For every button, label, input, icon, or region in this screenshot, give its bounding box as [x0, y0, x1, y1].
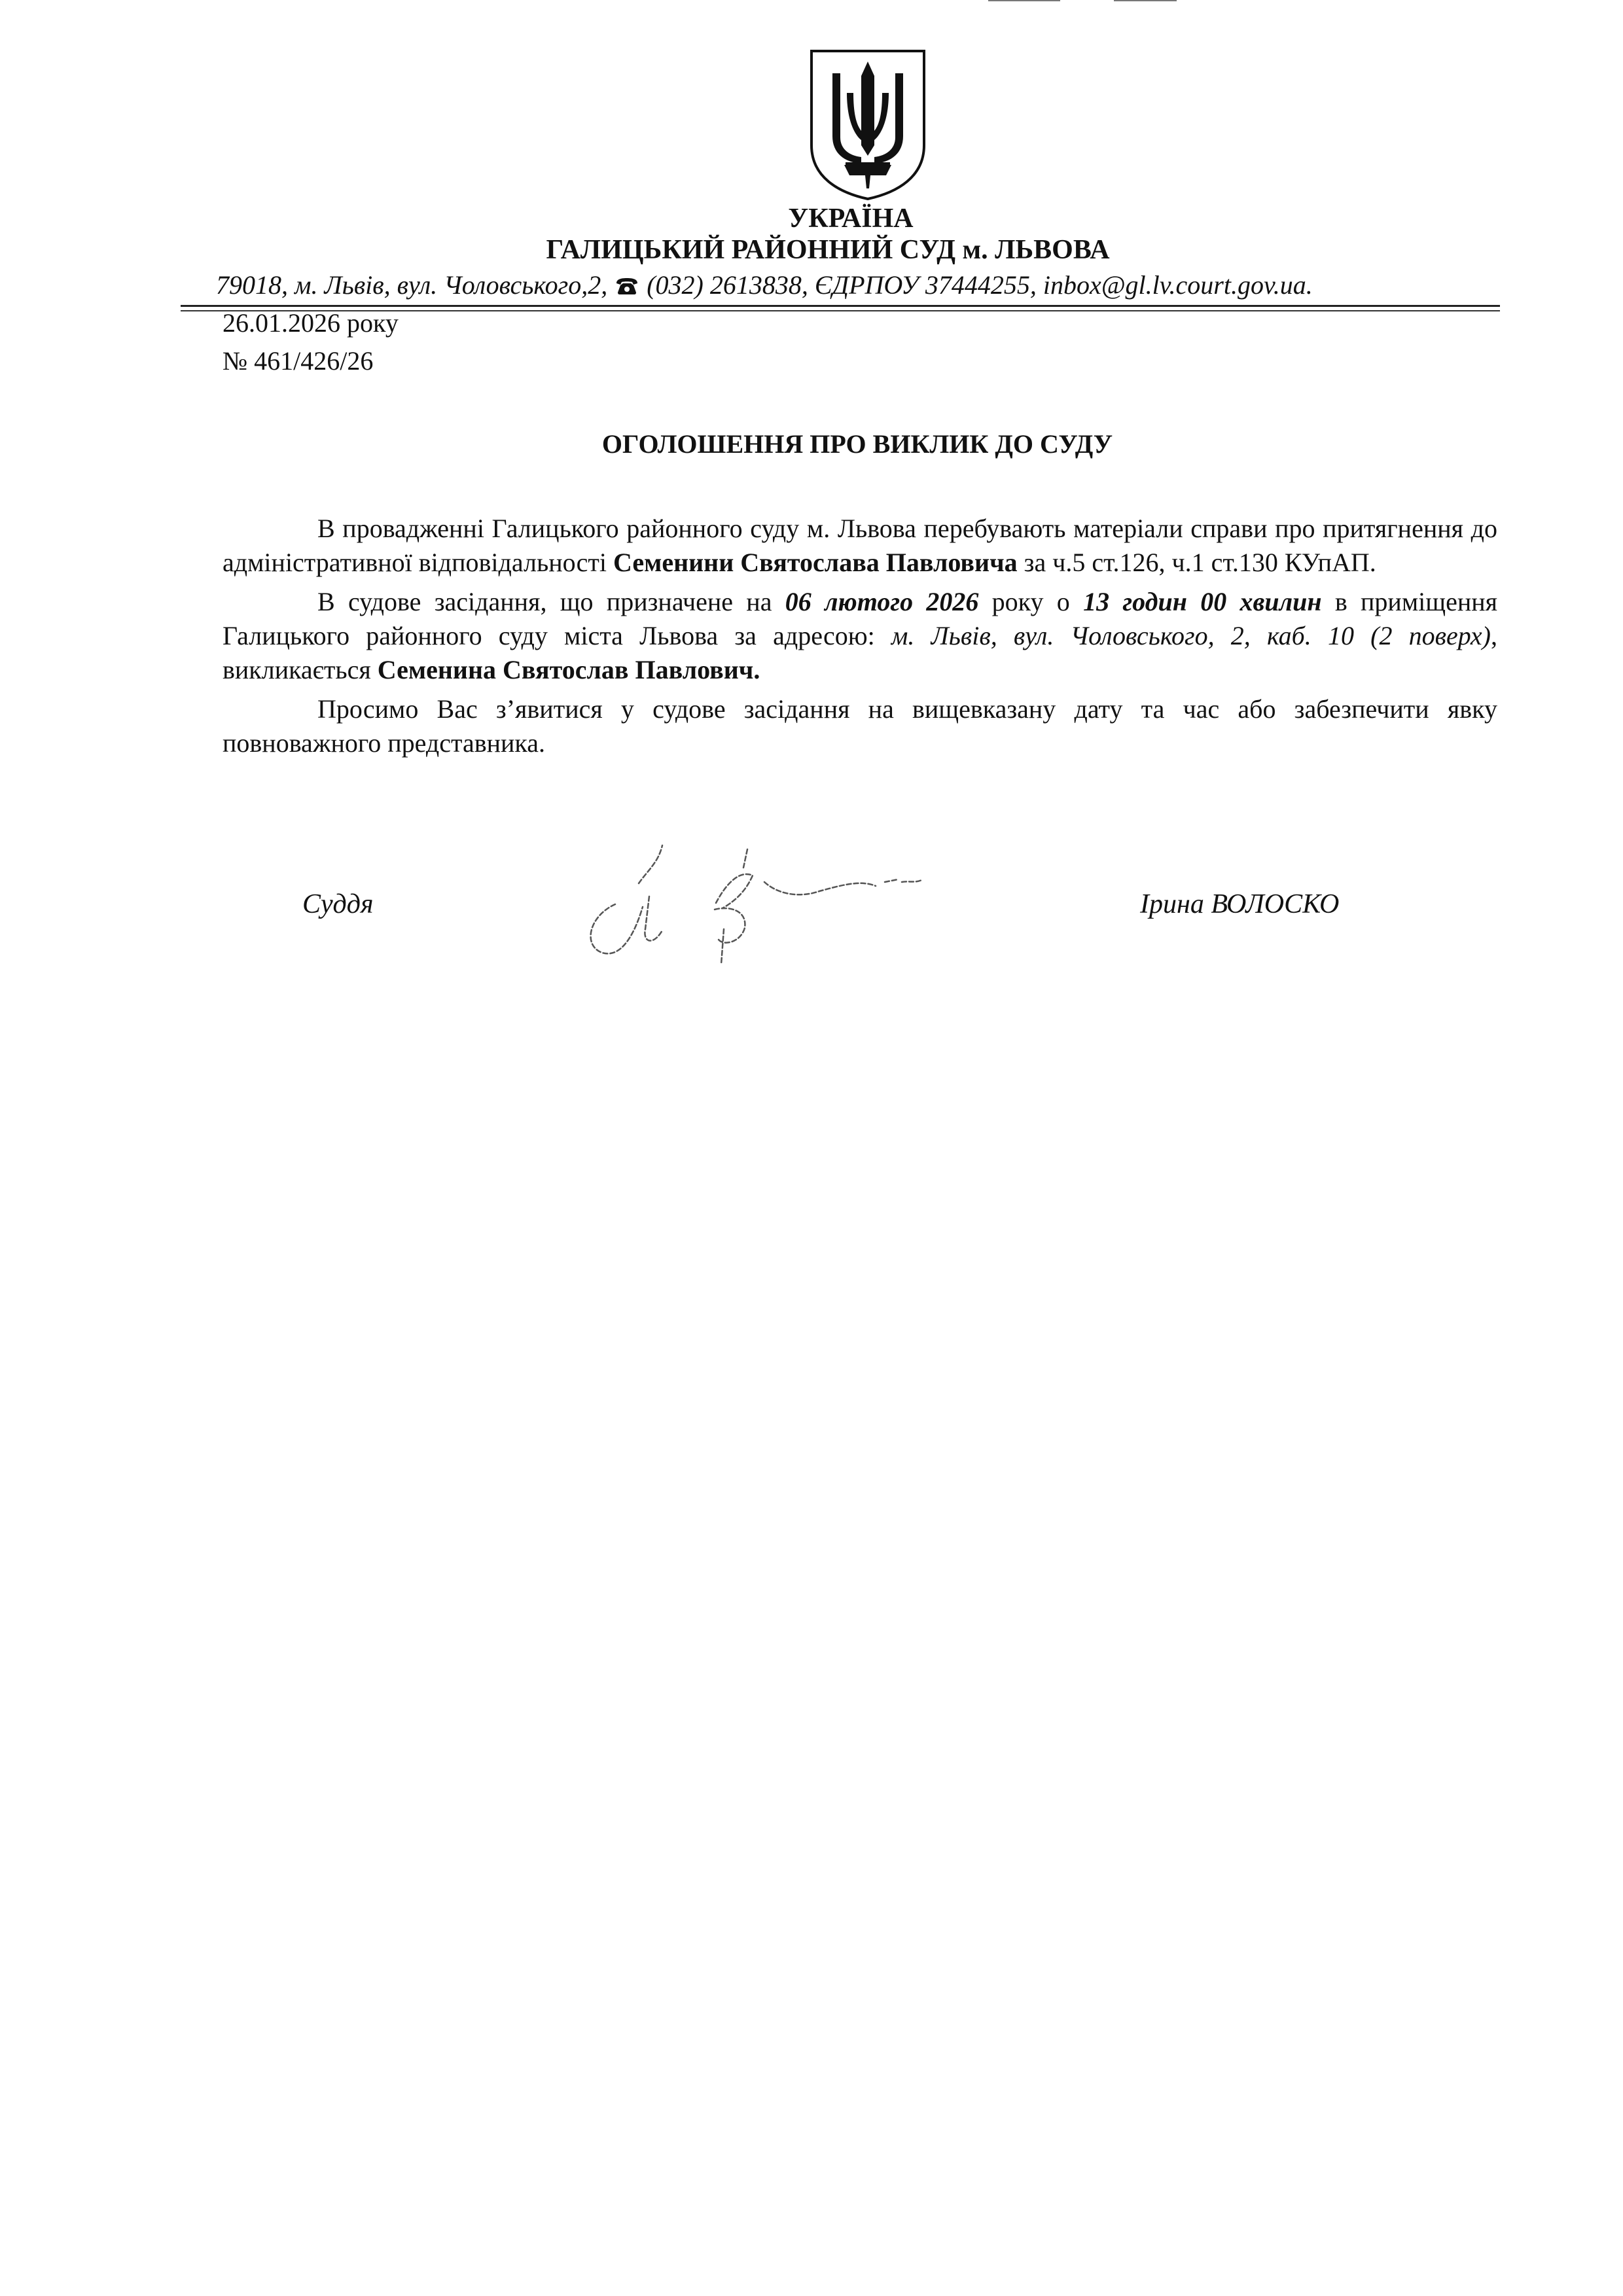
hearing-address: м. Львів, вул. Чоловського, 2, каб. 10 (2 поверх) — [891, 621, 1491, 650]
court-address: 79018, м. Львів, вул. Чоловського,2, — [216, 270, 615, 300]
paragraph-text: В провадженні Галицького районного суду м. Львова перебувають матеріали справи про притягнення до адміністративної відповідальності — [223, 514, 1497, 577]
judge-name: Ірина ВОЛОСКО — [1140, 889, 1340, 919]
court-contacts — [216, 270, 1313, 300]
paragraph-hearing-details — [223, 585, 1497, 687]
paragraph-request: Просимо Вас з’явитися у судове засідання на вищевказану дату та час або забезпечити явку повноважного представника. — [223, 694, 1497, 758]
document-title: ОГОЛОШЕННЯ ПРО ВИКЛИК ДО СУДУ — [601, 429, 1113, 459]
judge-role-label: Суддя — [302, 889, 374, 919]
header-divider-thick — [181, 305, 1500, 307]
phone-icon — [614, 277, 640, 295]
scan-mark-right — [1114, 0, 1177, 1]
document-date: 26.01.2026 року — [223, 308, 399, 338]
hearing-date: 06 лютого 2026 — [785, 587, 979, 616]
document-body — [223, 512, 1497, 766]
paragraph-text: , викликається — [223, 621, 1498, 684]
paragraph-text: року о — [978, 587, 1084, 616]
document-number: № 461/426/26 — [223, 346, 374, 376]
paragraph-text: за ч.5 ст.126, ч.1 ст.130 КУпАП. — [1017, 548, 1376, 577]
paragraph-text: В судове засідання, що призначене на — [317, 587, 785, 616]
handwritten-signature — [576, 831, 929, 975]
ukraine-trident-icon — [806, 47, 929, 202]
summoned-person-name: Семенина Святослав Павлович. — [377, 655, 760, 684]
paragraph-case-materials — [223, 512, 1497, 580]
paragraph-text: в приміщення Галицького районного суду міста Львова за адресою: — [223, 587, 1498, 650]
defendant-name: Семенини Святослава Павловича — [613, 548, 1018, 577]
scan-mark-left — [988, 0, 1060, 1]
country-heading: УКРАЇНА — [788, 203, 914, 234]
court-name-heading: ГАЛИЦЬКИЙ РАЙОННИЙ СУД м. ЛЬВОВА — [546, 235, 1110, 265]
court-phone-and-email: (032) 2613838, ЄДРПОУ 37444255, inbox@gl.lv.court.gov.ua. — [640, 270, 1313, 300]
hearing-time: 13 годин 00 хвилин — [1083, 587, 1322, 616]
